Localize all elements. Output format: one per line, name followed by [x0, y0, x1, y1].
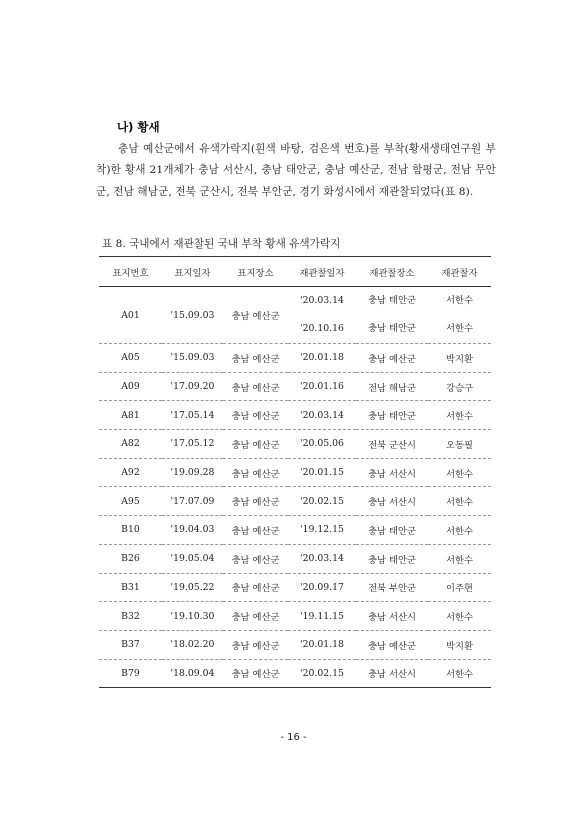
cell-resight-place: 전북 군산시 [356, 430, 428, 459]
cell-resight-date: '20.03.14 [288, 401, 356, 430]
cell-ring-date: '17.09.20 [162, 372, 223, 401]
cell-ring-number: A95 [99, 487, 162, 516]
cell-ring-number: A82 [99, 430, 162, 459]
cell-ring-number: A09 [99, 372, 162, 401]
cell-resight-place: 충남 태안군 [356, 516, 428, 545]
table-header-row [99, 257, 491, 287]
cell-ring-date: '15.09.03 [162, 344, 223, 373]
cell-resight-date: '20.01.16 [288, 372, 356, 401]
cell-ring-number: B26 [99, 544, 162, 573]
cell-ring-place: 충남 예산군 [223, 401, 288, 430]
cell-ring-place: 충남 예산군 [223, 573, 288, 602]
table-row [99, 401, 491, 430]
cell-ring-place: 충남 예산군 [223, 430, 288, 459]
cell-ring-date: '15.09.03 [162, 287, 223, 344]
section-paragraph: 충남 예산군에서 유색가락지(흰색 바탕, 검은색 번호)를 부착(황새생태연구원 부착)한 황새 21개체가 충남 서산시, 충남 태안군, 충남 예산군, 전남 함평군, 전남 무안군, 전남 해남군, 전북 군산시, 전북 부안군, 경기 화성시에서 재관찰되었다(표 8). [96, 143, 496, 198]
table-row [99, 659, 491, 688]
cell-ring-number: A92 [99, 458, 162, 487]
cell-ring-date: '19.04.03 [162, 516, 223, 545]
cell-observer: 서한수 [446, 295, 473, 306]
cell-observer: 서한수 [428, 516, 491, 545]
cell-resight-date: '20.09.17 [288, 573, 356, 602]
cell-observer: 서한수 [428, 458, 491, 487]
cell-resight-place: 전남 해남군 [356, 372, 428, 401]
ring-observation-table [99, 256, 491, 688]
cell-resight-date: '20.03.14 [300, 295, 344, 306]
cell-observer: 오동필 [428, 430, 491, 459]
cell-resight-date: '20.10.16 [300, 323, 344, 334]
cell-ring-place: 충남 예산군 [223, 602, 288, 631]
cell-observers [428, 287, 491, 344]
header-observer: 재관찰자 [428, 257, 491, 287]
cell-ring-number: B10 [99, 516, 162, 545]
section-heading: 나) 황새 [117, 120, 160, 134]
cell-observer: 서한수 [446, 323, 473, 334]
cell-resight-place: 충남 태안군 [356, 544, 428, 573]
cell-resight-date: '19.12.15 [288, 516, 356, 545]
cell-ring-place: 충남 예산군 [223, 287, 288, 344]
cell-ring-place: 충남 예산군 [223, 372, 288, 401]
cell-observer: 서한수 [428, 659, 491, 688]
cell-resight-date: '20.01.18 [288, 630, 356, 659]
cell-ring-date: '17.05.14 [162, 401, 223, 430]
cell-ring-number: B31 [99, 573, 162, 602]
cell-ring-date: '19.05.22 [162, 573, 223, 602]
cell-ring-number: A81 [99, 401, 162, 430]
cell-observer: 서한수 [428, 401, 491, 430]
cell-observer: 서한수 [428, 487, 491, 516]
table-row [99, 287, 491, 344]
cell-resight-date: '19.11.15 [288, 602, 356, 631]
table-row [99, 458, 491, 487]
header-ring-number: 표지번호 [99, 257, 162, 287]
cell-resight-place: 충남 태안군 [368, 295, 416, 306]
cell-resight-place: 충남 서산시 [356, 602, 428, 631]
header-resight-date: 재관찰일자 [288, 257, 356, 287]
cell-observer: 강승구 [428, 372, 491, 401]
table-row [99, 430, 491, 459]
header-ring-date: 표지일자 [162, 257, 223, 287]
table-row [99, 344, 491, 373]
cell-ring-date: '19.09.28 [162, 458, 223, 487]
cell-resight-date: '20.05.06 [288, 430, 356, 459]
table-row [99, 602, 491, 631]
cell-ring-place: 충남 예산군 [223, 544, 288, 573]
page-number: - 16 - [280, 732, 307, 743]
cell-ring-date: '17.07.09 [162, 487, 223, 516]
cell-ring-place: 충남 예산군 [223, 487, 288, 516]
cell-observer: 이주현 [428, 573, 491, 602]
cell-resight-place: 충남 태안군 [356, 401, 428, 430]
cell-observer: 서한수 [428, 544, 491, 573]
cell-ring-place: 충남 예산군 [223, 630, 288, 659]
cell-resight-place: 충남 서산시 [356, 487, 428, 516]
cell-resight-date: '20.02.15 [288, 659, 356, 688]
cell-ring-place: 충남 예산군 [223, 458, 288, 487]
cell-ring-number: B79 [99, 659, 162, 688]
cell-observer: 박지환 [428, 344, 491, 373]
table-row [99, 516, 491, 545]
header-resight-place: 재관찰장소 [356, 257, 428, 287]
cell-resight-place: 전북 부안군 [356, 573, 428, 602]
cell-resight-place: 충남 예산군 [356, 630, 428, 659]
cell-resight-date: '20.02.15 [288, 487, 356, 516]
table-row [99, 630, 491, 659]
cell-ring-place: 충남 예산군 [223, 344, 288, 373]
cell-resight-date: '20.03.14 [288, 544, 356, 573]
cell-resight-place: 충남 태안군 [368, 323, 416, 334]
cell-ring-number: B32 [99, 602, 162, 631]
cell-ring-date: '19.10.30 [162, 602, 223, 631]
cell-ring-place: 충남 예산군 [223, 659, 288, 688]
cell-observer: 박지환 [428, 630, 491, 659]
cell-ring-place: 충남 예산군 [223, 516, 288, 545]
cell-resight-dates [288, 287, 356, 344]
table-row [99, 372, 491, 401]
table-row [99, 544, 491, 573]
cell-resight-places [356, 287, 428, 344]
table-row [99, 487, 491, 516]
cell-ring-number: A01 [99, 287, 162, 344]
cell-ring-date: '18.09.04 [162, 659, 223, 688]
cell-resight-date: '20.01.18 [288, 344, 356, 373]
cell-observer: 서한수 [428, 602, 491, 631]
cell-ring-date: '19.05.04 [162, 544, 223, 573]
cell-resight-date: '20.01.15 [288, 458, 356, 487]
cell-ring-number: B37 [99, 630, 162, 659]
cell-ring-number: A05 [99, 344, 162, 373]
header-ring-place: 표지장소 [223, 257, 288, 287]
cell-resight-place: 충남 서산시 [356, 458, 428, 487]
cell-resight-place: 충남 서산시 [356, 659, 428, 688]
cell-ring-date: '17.05.12 [162, 430, 223, 459]
cell-resight-place: 충남 예산군 [356, 344, 428, 373]
table-row [99, 573, 491, 602]
cell-ring-date: '18.02.20 [162, 630, 223, 659]
table-caption: 표 8. 국내에서 재관찰된 국내 부착 황새 유색가락지 [102, 238, 341, 250]
